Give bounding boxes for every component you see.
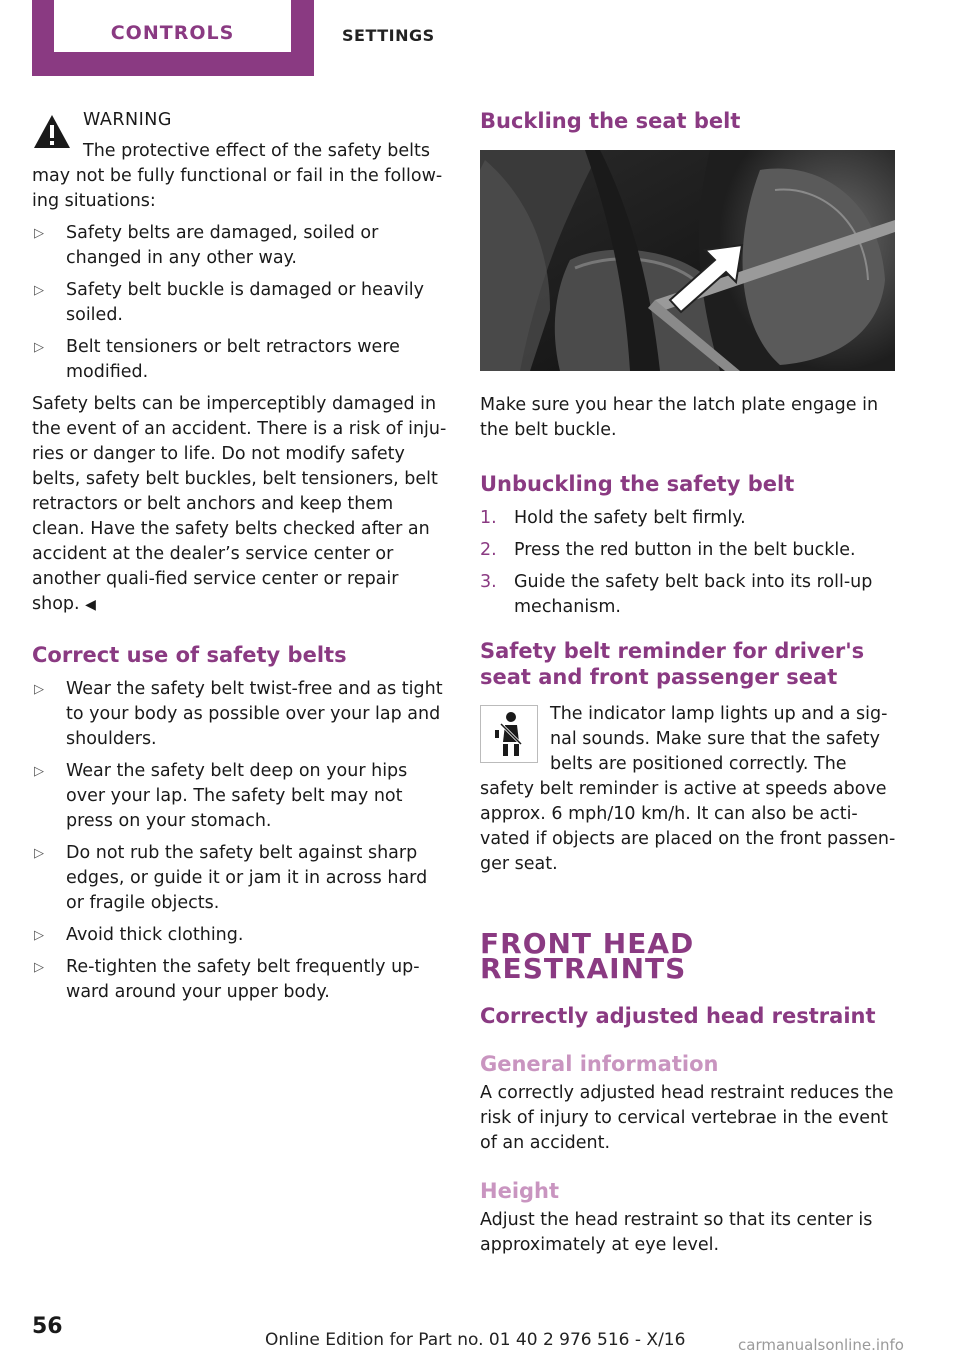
- list-item: 1. Hold the safety belt firmly.: [480, 508, 746, 528]
- height-text: Adjust the head restraint so that its center is approximately at eye level.: [480, 1210, 873, 1255]
- section-title-adjusted-head-restraint: Correctly adjusted head restraint: [480, 1004, 876, 1028]
- right-column: [480, 108, 900, 1265]
- triangle-bullet-icon: ▷: [34, 340, 44, 355]
- section-title-reminder: Safety belt reminder for driver's seat and front passenger seat: [480, 639, 865, 689]
- list-item: 3. Guide the safety belt back into its roll-up mechanism.: [480, 572, 873, 617]
- list-item: ▷ Safety belts are damaged, soiled or changed in any other way.: [34, 223, 379, 268]
- buckling-caption: Make sure you hear the latch plate engage in the belt buckle.: [480, 395, 879, 440]
- general-text: A correctly adjusted head restraint reduces the risk of injury to cervical vertebrae in the event of an accident.: [480, 1083, 894, 1153]
- warning-list: [32, 221, 450, 385]
- warning-body: Safety belts can be imperceptibly damaged in the event of an accident. There is a risk of inju‐ries or danger to life. Do not modify safety belts, safety belt buckles, belt tensioners, belt retractors or belt anchors and keep them clean. Have the safety belts checked after an accident at the dealer’s service center or another quali‐fied service center or repair shop. ◀: [32, 394, 447, 614]
- tab-settings-label: SETTINGS: [342, 26, 435, 45]
- unbuckling-steps: [480, 506, 900, 620]
- subsection-title-height: Height: [480, 1179, 560, 1203]
- triangle-bullet-icon: ▷: [34, 928, 44, 943]
- warning-intro: The protective effect of the safety belts may not be fully functional or fail in the follow‐ing situations:: [32, 141, 443, 211]
- chapter-title-head-restraints: FRONT HEAD RESTRAINTS: [480, 927, 695, 985]
- list-item: 2. Press the red button in the belt buckle.: [480, 540, 856, 560]
- page-number: 56: [32, 1314, 63, 1339]
- warning-triangle-icon: [32, 112, 72, 152]
- warning-heading: WARNING: [83, 110, 172, 130]
- watermark: carmanualsonline.info: [738, 1336, 904, 1354]
- triangle-bullet-icon: ▷: [34, 846, 44, 861]
- tab-controls: [32, 0, 314, 76]
- triangle-bullet-icon: ▷: [34, 960, 44, 975]
- triangle-bullet-icon: ▷: [34, 283, 44, 298]
- triangle-bullet-icon: ▷: [34, 764, 44, 779]
- list-item: ▷ Wear the safety belt deep on your hips over your lap. The safety belt may not press on your stomach.: [34, 761, 408, 831]
- end-mark-icon: ◀: [85, 597, 96, 613]
- tab-controls-label: CONTROLS: [54, 0, 291, 52]
- edition-text: Online Edition for Part no. 01 40 2 976 516 - X/16: [265, 1330, 686, 1350]
- triangle-bullet-icon: ▷: [34, 682, 44, 697]
- section-title-buckling: Buckling the seat belt: [480, 109, 741, 133]
- list-item: ▷ Wear the safety belt twist-free and as tight to your body as possible over your lap and shoulders.: [34, 679, 443, 749]
- seatbelt-indicator-icon: [480, 705, 538, 763]
- section-title-correct-use: Correct use of safety belts: [32, 643, 347, 667]
- list-item: ▷ Belt tensioners or belt retractors were modified.: [34, 337, 400, 382]
- list-item: ▷ Safety belt buckle is damaged or heavily soiled.: [34, 280, 425, 325]
- subsection-title-general: General information: [480, 1052, 719, 1076]
- section-title-unbuckling: Unbuckling the safety belt: [480, 472, 795, 496]
- reminder-block: [480, 702, 900, 877]
- list-item: ▷ Re-tighten the safety belt frequently up‐ward around your upper body.: [34, 957, 420, 1002]
- correct-use-list: [32, 677, 450, 1005]
- list-item: ▷ Avoid thick clothing.: [32, 923, 450, 948]
- seat-belt-photo: [480, 150, 895, 371]
- warning-block: [32, 108, 450, 618]
- list-item: ▷ Do not rub the safety belt against sharp edges, or guide it or jam it in across hard or fragile objects.: [34, 843, 428, 913]
- left-column: [32, 108, 450, 1012]
- triangle-bullet-icon: ▷: [34, 226, 44, 241]
- reminder-text: The indicator lamp lights up and a sig‐nal sounds. Make sure that the safety belts are positioned correctly. The safety belt reminder is active at speeds above approx. 6 mph/10 km/h. It can also be acti‐vated if objects are placed on the front passen‐ger seat.: [480, 704, 896, 874]
